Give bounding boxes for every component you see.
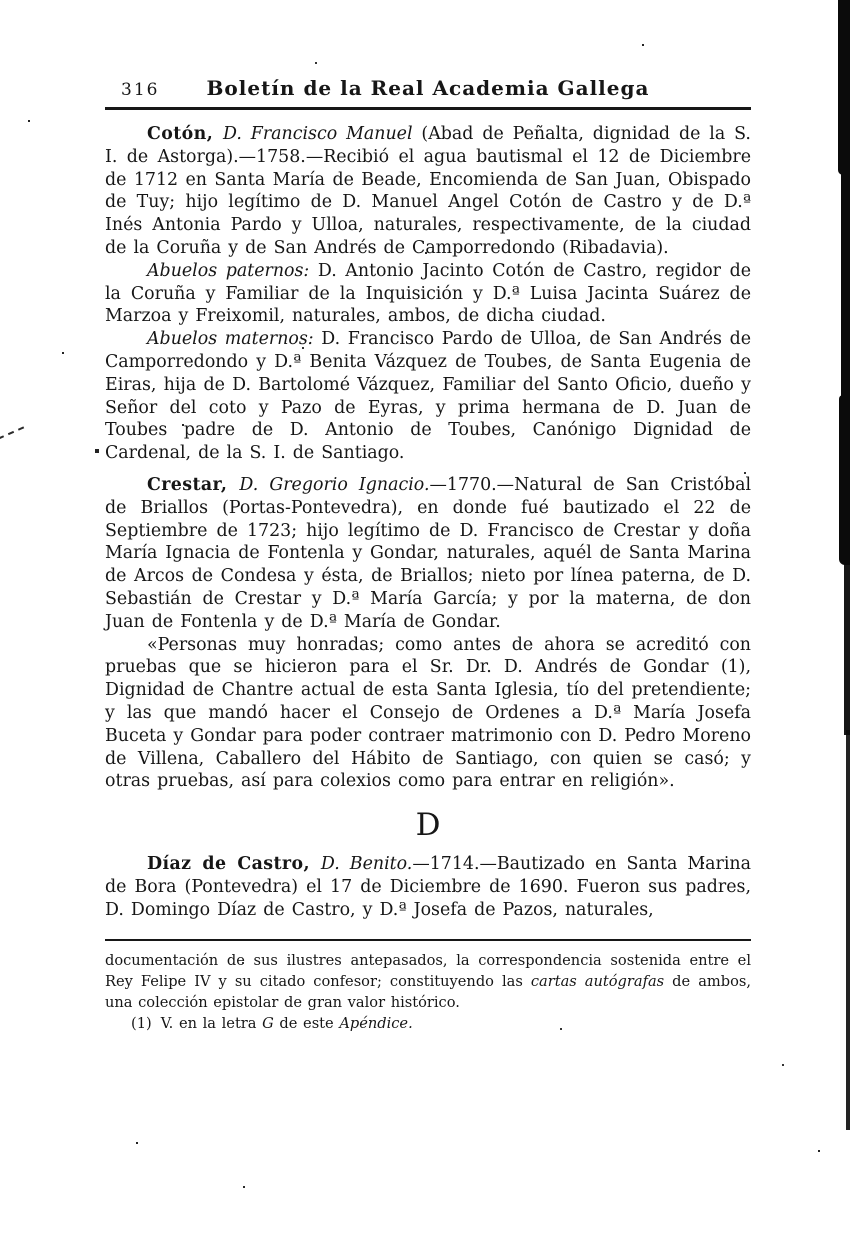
paragraph-quote [105, 634, 751, 794]
paragraph-body: D. Francisco Pardo de Ulloa, de San Andrés de Camporredondo y D.ª Benita Vázquez de Toubes, de Santa Eugenia de Eiras, hija de D. Bartolomé Vázquez, Familiar del Santo Oficio, dueño y Señor del coto y Pazo de Eyras, y prima hermana de D. Juan de Toubes padre de D. Antonio de Toubes, Canónigo Dignidad de Cardenal, de la S. I. de Santiago. [105, 329, 751, 464]
page-number: 316 [121, 80, 160, 100]
entry-coton [105, 123, 751, 260]
entry-body: —1770.—Natural de San Cristóbal de Briallos (Portas-Pontevedra), en donde fué bautizado el 22 de Septiembre de 1723; hijo legítimo de D. Francisco de Crestar y doña María Ignacia de Fontenla y Gondar, naturales, aquél de Santa Marina de Arcos de Condesa y ésta, de Briallos; nieto por línea paterna, de D. Sebastián de Crestar y D.ª María García; y por la materna, de don Juan de Fontenla y de D.ª María de Gondar. [105, 474, 752, 632]
entry-name: Cotón, [147, 124, 224, 144]
entry-name: Díaz de Castro, [147, 854, 321, 875]
footnote-text: documentación de sus ilustres antepasados, la correspondencia sostenida entre el Rey Felipe IV y su citado confesor; constituyendo las [105, 951, 751, 990]
running-header [105, 76, 751, 102]
entry-name: Crestar, [147, 474, 240, 495]
journal-title: Boletín de la Real Academia Gallega [206, 76, 650, 100]
paragraph-abuelos-paternos [105, 260, 751, 328]
entry-person: D. Gregorio Ignacio. [239, 474, 430, 495]
footnote-1 [105, 1013, 751, 1034]
header-rule [105, 107, 751, 110]
entry-person: D. Benito. [320, 854, 413, 875]
footnote-text: de ambos, una colección epistolar de gran valor histórico. [105, 972, 751, 1011]
entry-body: —1714.—Bautizado en Santa Marina de Bora (Pontevedra) el 17 de Diciembre de 1690. Fueron sus padres, D. Domingo Díaz de Castro, y D.ª Josefa de Pazos, naturales, [105, 854, 751, 920]
entry-diaz-de-castro [105, 853, 751, 921]
entry-body: (Abad de Peñalta, dignidad de la S. I. de Astorga).—1758.—Recibió el agua bautismal el 12 de Diciembre de 1712 en Santa María de Beade, Encomienda de San Juan, Obispado de Tuy; hijo legítimo de D. Manuel Angel Cotón de Castro y de D.ª Inés Antonia Pardo y Ulloa, naturales, respectivamente, de la ciudad de la Coruña y de San Andrés de Camporredondo (Ribadavia). [105, 124, 751, 258]
footnote-text: V. en la letra [160, 1014, 263, 1032]
footnote-text: de este [273, 1014, 340, 1032]
scan-binding-artifact [834, 0, 850, 1248]
footnote-marker: (1) [131, 1014, 152, 1032]
text-block [105, 76, 751, 1034]
section-letter-heading: D [415, 807, 441, 844]
footnote-letter-ref: G [262, 1014, 274, 1032]
paragraph-abuelos-maternos [105, 328, 751, 465]
footnote-italic: cartas autógrafas [530, 972, 665, 990]
quote-body: «Personas muy honradas; como antes de ahora se acreditó con pruebas que se hicieron para el Sr. Dr. D. Andrés de Gondar (1), Dignidad de Chantre actual de esta Santa Iglesia, tío del pretendiente; y las que mandó hacer el Consejo de Ordenes a D.ª María Josefa Buceta y Gondar para poder contraer matrimonio con D. Pedro Moreno de Villena, Caballero del Hábito de Santiago, con quien se casó; y otras pruebas, así para colexios como para entrar en religión». [105, 634, 751, 792]
paragraph-label: Abuelos maternos: [147, 329, 314, 350]
footnote-work-ref: Apéndice. [339, 1014, 413, 1032]
footnote-rule [105, 939, 751, 941]
paragraph-label: Abuelos paternos: [147, 260, 310, 281]
entry-person: D. Francisco Manuel [223, 124, 413, 144]
footnote-continuation [105, 950, 751, 1013]
scan-pen-mark [0, 426, 24, 439]
paragraph-body: D. Antonio Jacinto Cotón de Castro, regidor de la Coruña y Familiar de la Inquisición y D.ª Luisa Jacinta Suárez de Marzoa y Freixomil, naturales, ambos, de dicha ciudad. [105, 260, 751, 327]
scan-noise-speckles [0, 0, 2, 2]
entry-crestar [105, 474, 751, 634]
